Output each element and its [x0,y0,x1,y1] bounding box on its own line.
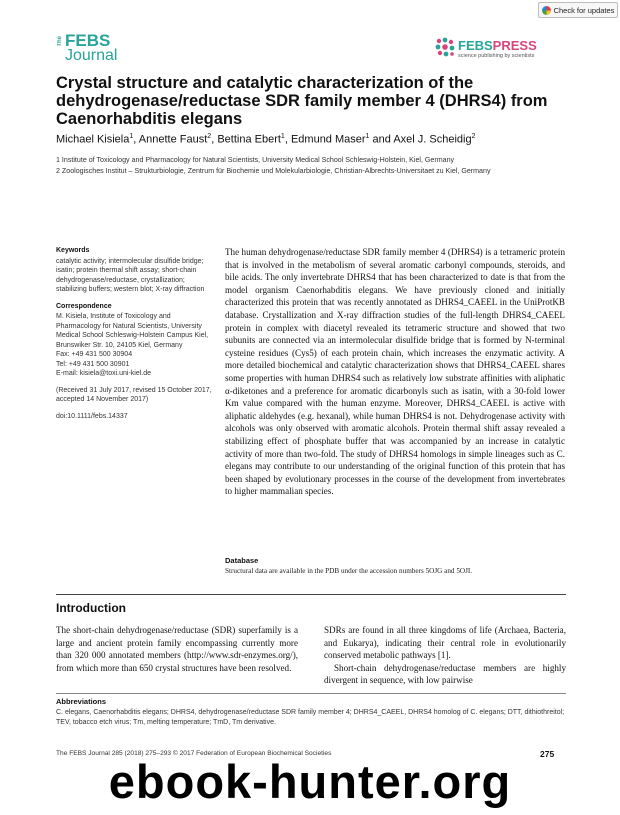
abstract-text: The human dehydrogenase/reductase SDR family member 4 (DHRS4) is a tetrameric protein that is involved in the metabolism of several aromatic carbonyl compounds, steroids, and bile acids. The only invertebrate DHRS4 that has been characterized to date is that from the model organism Caenorhabditis elegans. We have previously cloned and initially characterized this protein that was recently annotated as DHRS4_CAEEL in the UniProtKB database. Crystallization and X-ray diffraction studies of the full-length DHRS4_CAEEL protein in complex with diacetyl revealed its tetrameric structure and showed that two subunits are connected via an intermolecular disulfide bridge that is formed by N-terminal cysteine residues (Cys5) of each protein chain, which increases the enzymatic activity. A more detailed biochemical and catalytic characterization shows that DHRS4_CAEEL shares some properties with human DHRS4 such as relatively low substrate affinities with aliphatic α-diketones and a preference for aromatic dicarbonyls such as isatin, with a 30-fold lower Km value compared with the human enzyme. Moreover, DHRS4_CAEEL is active with aliphatic aldehydes (e.g. hexanal), while human DHRS4 is not. Dehydrogenase activity with alcohols was only observed with aromatic alcohols. Protein thermal shift assay revealed a stabilizing effect of phosphate buffer that was accompanied by an increase in catalytic activity of more than two-fold. The study of DHRS4 homologs in simple lineages such as C. elegans may contribute to our understanding of the original function of this protein that has been shaped by evolutionary processes in the course of the development from invertebrates to higher mammalian species. [225,247,565,497]
author-affiliation-marker: 2 [471,133,476,140]
check-updates-icon [542,6,551,15]
article-title: Crystal structure and catalytic characterization of the dehydrogenase/reductase SDR family member 4 (DHRS4) from Caenorhabditis elegans [56,74,548,128]
article-sidebar [56,246,216,421]
author-name: Bettina Ebert [217,133,281,146]
watermark: ebook-hunter.org [108,755,512,808]
page-number: 275 [540,749,555,759]
logo-febs: FEBS [65,31,111,50]
correspondence-heading: Correspondence [56,302,112,310]
author-name: Annette Faust [138,133,208,146]
abbreviations-divider [56,693,566,694]
logo-journal: Journal [65,47,118,64]
correspondence-fax: Fax: +49 431 500 30904 [56,351,133,358]
author-affiliation-marker: 2 [207,133,212,140]
abbreviations-heading: Abbreviations [56,697,107,706]
keywords-heading: Keywords [56,247,90,254]
introduction-column-left: The short-chain dehydrogenase/reductase (SDR) superfamily is a large and ancient protein family encompassing currently more than 320 000 annotated members (http://www.sdr-enzymes.org/), from which more than 650 crystal structures have been resolved. [56,625,298,673]
keywords-text: catalytic activity; intermolecular disulfide bridge; isatin; protein thermal shift assay; short-chain dehydrogenase/reductase, crystallization; stabilizing buffers; western blot; X-ray diffraction [56,257,205,293]
introduction-paragraph: SDRs are found in all three kingdoms of life (Archaea, Bacteria, and Eukarya), indicating their central role in evolutionarily conserved metabolic pathways [1]. [324,625,566,661]
affiliation-1: 1 Institute of Toxicology and Pharmacology for Natural Scientists, University Medical School Schleswig-Holstein, Kiel, Germany [56,156,455,164]
author-name: Edmund Maser [290,133,366,146]
affiliation-2: 2 Zoologisches Institut – Strukturbiologie, Zentrum für Biochemie und Molekularbiologie, Christian-Albrechts-Universitaet zu Kiel, Germany [56,167,491,175]
author-affiliation-marker: 1 [129,133,134,140]
febs-press-dots-logo [434,36,456,58]
press-logo-tagline: science publishing by scientists [458,53,535,59]
footer-citation: The FEBS Journal 285 (2018) 275–293 © 2017 Federation of European Biochemical Societies [56,750,332,757]
received-dates: (Received 31 July 2017, revised 15 October 2017, accepted 14 November 2017) [56,386,212,403]
correspondence-tel: Tel: +49 431 500 30901 [56,360,130,368]
author-affiliation-marker: 1 [280,133,285,140]
check-for-updates-button[interactable] [538,2,618,18]
author-list: Michael Kisiela$^1$, Annette Faust$^2$, Bettina Ebert$^1$, Edmund Maser$^1$ and Axel J. Scheidig$^2$ [56,133,476,146]
database-heading: Database [225,556,259,565]
article-doi: doi:10.1111/febs.14337 [56,412,128,420]
correspondence-block [56,302,216,379]
logo-the: The [57,36,63,47]
author-affiliation-marker: 1 [365,133,370,140]
introduction-paragraph: Short-chain dehydrogenase/reductase members are highly divergent in sequence, with low pairwise [324,662,566,686]
abbreviations-text: C. elegans, Caenorhabditis elegans; DHRS4, dehydrogenase/reductase SDR family member 4; DHRS4_CAEEL, DHRS4 homolog of C. elegans; DTT, dithiothreitol; TEV, tobacco etch virus; Tm, melting temperature; TmD, Tm derivative. [56,709,565,726]
author-name: Axel J. Scheidig [393,133,472,146]
database-text: Structural data are available in the PDB under the accession numbers 5OJG and 5OJI. [225,567,473,575]
section-divider [56,594,566,595]
correspondence-email: E-mail: kisiela@toxi.uni-kiel.de [56,370,152,377]
keywords-block [56,246,216,295]
correspondence-address: M. Kisiela, Institute of Toxicology and Pharmacology for Natural Scientists, University Medical School Schleswig-Holstein Campus Kiel, Brunswiker Str. 10, 24105 Kiel, Germany [56,313,209,349]
author-name: Michael Kisiela [56,133,130,146]
check-updates-label: Check for updates [553,5,615,15]
press-logo-name: FEBSPRESS [458,38,537,53]
introduction-column-right [324,624,566,687]
introduction-heading: Introduction [56,601,126,615]
